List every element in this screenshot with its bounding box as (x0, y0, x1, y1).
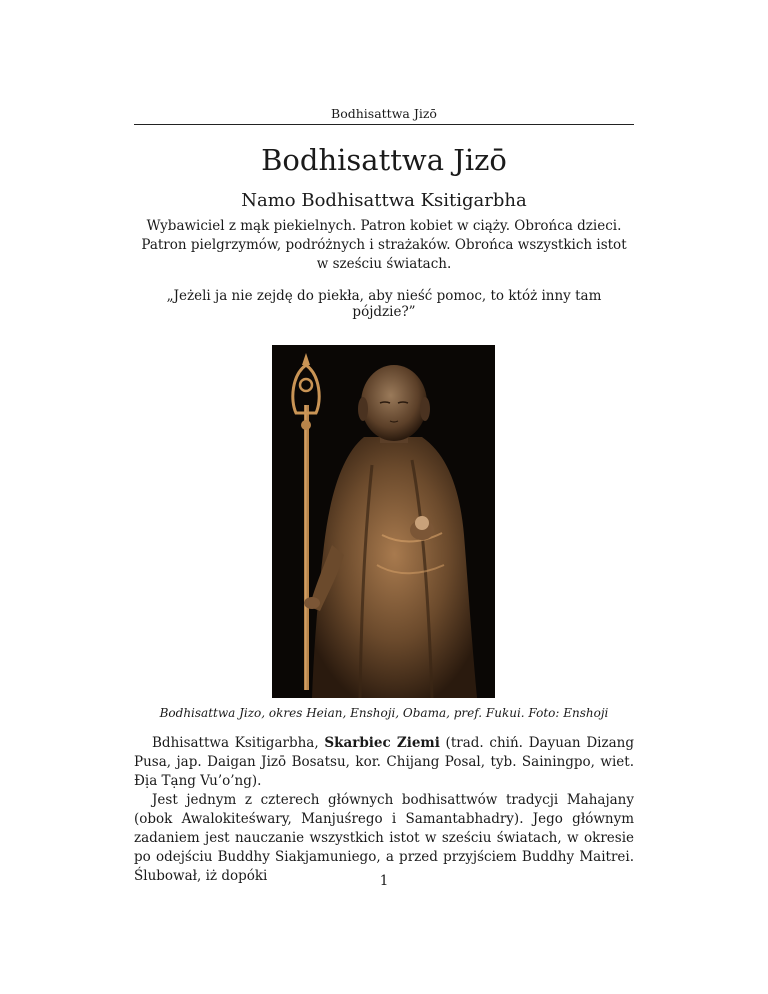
quote: „Jeżeli ja nie zejdę do piekła, aby nieść pomoc, to któż inny tam pójdzie?” (166, 288, 602, 320)
paragraph-1-bold: Skarbiec Ziemi (324, 735, 440, 751)
paragraph-2: Jest jednym z czterech głównych bodhisattwów tradycji Mahajany (obok Awalokiteśwary, Manjuśrego i Samantabhadry). Jego głównym zadaniem jest nauczanie wszystkich istot w sześciu światach, w okresie po odejściu Buddhy Siakjamuniego, a przed przyjściem Buddhy Maitrei. Ślubował, iż dopóki (134, 792, 634, 884)
page-number: 1 (379, 873, 389, 889)
header-rule (134, 124, 634, 125)
paragraph-1-rest: (trad. chiń. Dayuan Dizang Pusa, jap. Daigan Jizō Bosatsu, kor. Chijang Posal, tyb. Sainingpo, wiet. Địa Tạng Vu’o’ng). (134, 735, 634, 789)
page-title: Bodhisattwa Jizō (261, 143, 507, 177)
figure-caption: Bodhisattwa Jizo, okres Heian, Enshoji, Obama, pref. Fukui. Foto: Enshoji (159, 706, 609, 720)
body-text (134, 734, 634, 886)
statue-photo (272, 345, 495, 698)
paragraph-1 (134, 734, 634, 791)
epithets: Wybawiciel z mąk piekielnych. Patron kobiet w ciąży. Obrońca dzieci. Patron pielgrzymów, podróżnych i strażaków. Obrońca wszystkich istot w sześciu światach. (141, 218, 627, 272)
paragraph-1-intro: Bdhisattwa Ksitigarbha, (152, 735, 325, 751)
running-header: Bodhisattwa Jizō (331, 106, 437, 121)
page-subtitle: Namo Bodhisattwa Ksitigarbha (241, 190, 527, 211)
